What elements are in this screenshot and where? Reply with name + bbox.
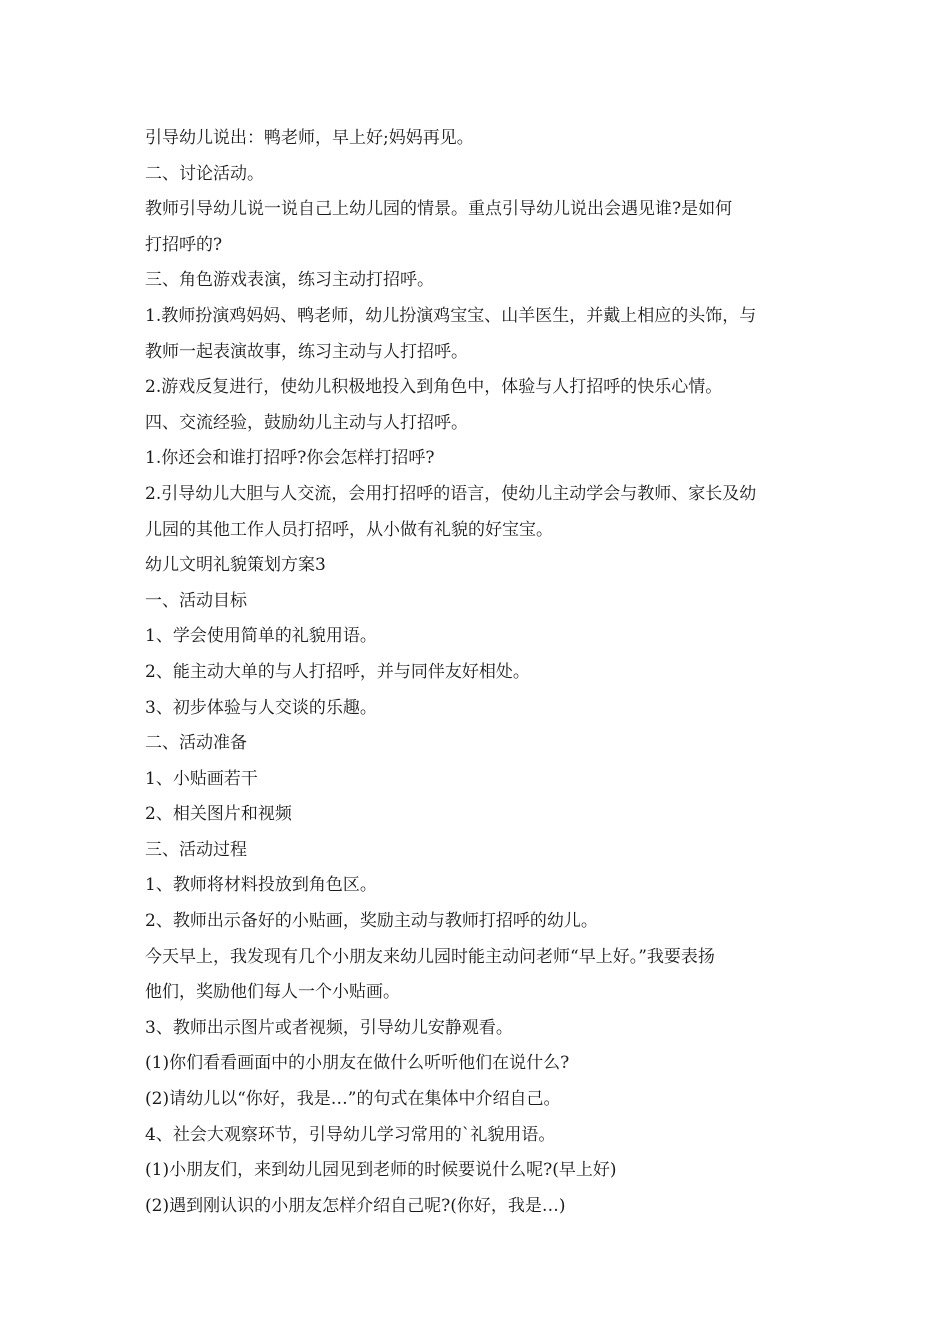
text-line: 教师一起表演故事，练习主动与人打招呼。 (145, 341, 468, 362)
list-item: 2、能主动大单的与人打招呼，并与同伴友好相处。 (145, 661, 530, 682)
list-item: 1、学会使用简单的礼貌用语。 (145, 626, 377, 647)
text-line: 1.你还会和谁打招呼?你会怎样打招呼? (145, 448, 435, 469)
list-item: (1)你们看看画面中的小朋友在做什么听听他们在说什么? (145, 1053, 570, 1074)
document-title: 幼儿文明礼貌策划方案3 (145, 555, 326, 576)
list-item: 1、小贴画若干 (145, 768, 258, 789)
list-item: (2)请幼儿以“你好，我是…”的句式在集体中介绍自己。 (145, 1089, 561, 1110)
list-item: (1)小朋友们，来到幼儿园见到老师的时候要说什么呢?(早上好) (145, 1160, 617, 1181)
text-line: 他们，奖励他们每人一个小贴画。 (145, 982, 400, 1003)
list-item: 1、教师将材料投放到角色区。 (145, 875, 377, 896)
document-page (145, 121, 810, 1224)
text-line: 2.游戏反复进行，使幼儿积极地投入到角色中，体验与人打招呼的快乐心情。 (145, 377, 723, 398)
text-line: 引导幼儿说出：鸭老师，早上好;妈妈再见。 (145, 128, 474, 148)
text-line: 教师引导幼儿说一说自己上幼儿园的情景。重点引导幼儿说出会遇见谁?是如何 (145, 199, 733, 220)
list-item: 3、初步体验与人交谈的乐趣。 (145, 697, 377, 718)
text-line: 儿园的其他工作人员打招呼，从小做有礼貌的好宝宝。 (145, 519, 553, 540)
list-item: 2、相关图片和视频 (145, 804, 292, 825)
section-heading: 三、角色游戏表演，练习主动打招呼。 (145, 270, 434, 291)
text-line: 打招呼的? (145, 234, 223, 255)
list-item: 4、社会大观察环节，引导幼儿学习常用的`礼貌用语。 (145, 1124, 556, 1145)
list-item: (2)遇到刚认识的小朋友怎样介绍自己呢?(你好，我是…) (145, 1195, 566, 1216)
section-heading: 四、交流经验，鼓励幼儿主动与人打招呼。 (145, 412, 468, 433)
list-item: 2、教师出示备好的小贴画，奖励主动与教师打招呼的幼儿。 (145, 911, 598, 932)
section-heading: 二、活动准备 (145, 733, 247, 754)
section-heading: 三、活动过程 (145, 839, 247, 860)
list-item: 3、教师出示图片或者视频，引导幼儿安静观看。 (145, 1017, 513, 1038)
text-line: 2.引导幼儿大胆与人交流，会用打招呼的语言，使幼儿主动学会与教师、家长及幼 (145, 483, 757, 504)
section-heading: 二、讨论活动。 (145, 163, 264, 184)
section-heading: 一、活动目标 (145, 590, 247, 611)
text-line: 1.教师扮演鸡妈妈、鸭老师，幼儿扮演鸡宝宝、山羊医生，并戴上相应的头饰，与 (145, 305, 757, 326)
text-line: 今天早上，我发现有几个小朋友来幼儿园时能主动问老师“早上好。”我要表扬 (145, 946, 715, 967)
